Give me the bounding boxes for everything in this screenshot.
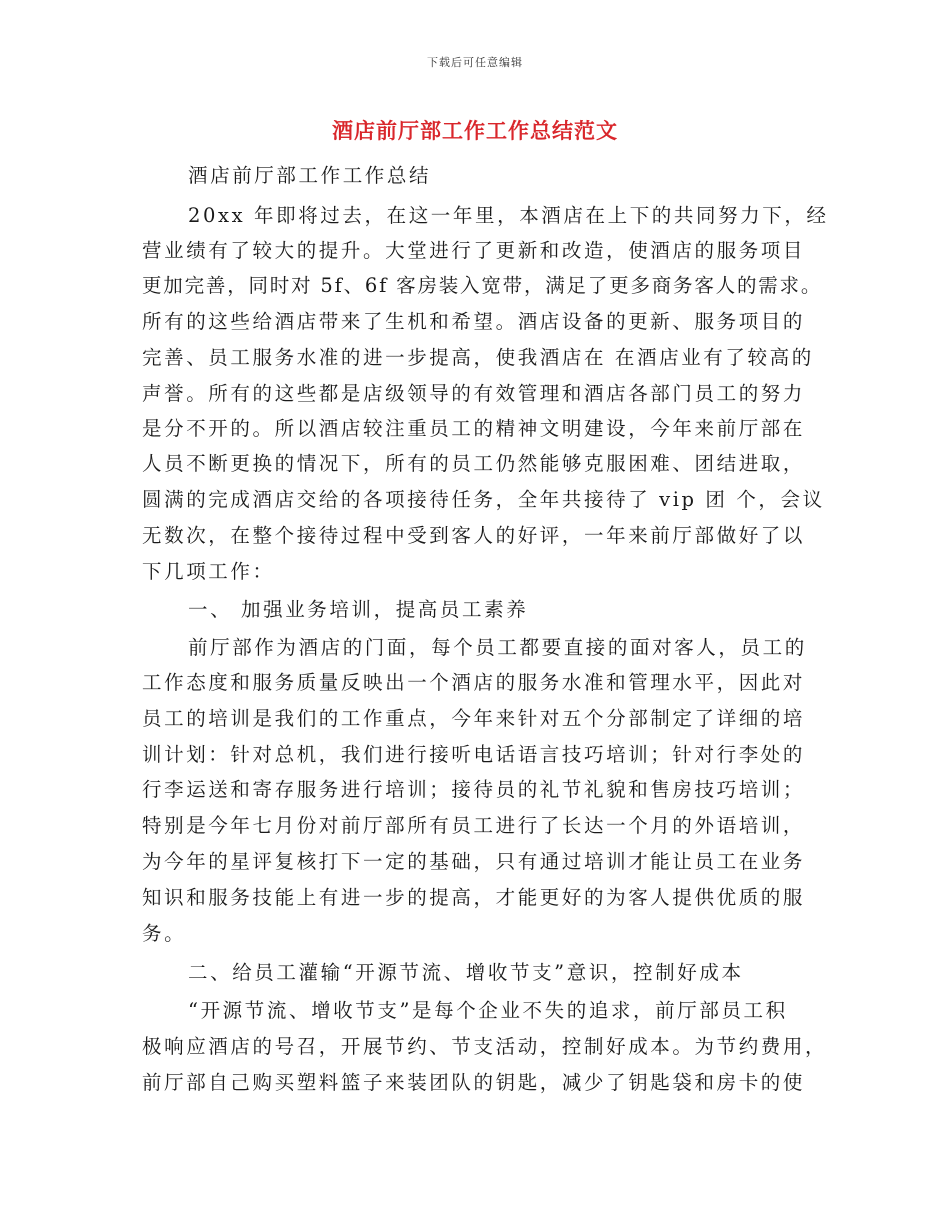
paragraph-line: 务。	[142, 922, 187, 945]
paragraph-line: 前厅部作为酒店的门面，每个员工都要直接的面对客人，员工的	[188, 636, 807, 659]
paragraph-line: 下几项工作：	[142, 560, 275, 583]
paragraph-line: 圆满的完成酒店交给的各项接待任务，全年共接待了 vip 团 个，会议	[142, 488, 825, 511]
paragraph-line: 行李运送和寄存服务进行培训；接待员的礼节礼貌和售房技巧培训；	[142, 778, 806, 801]
paragraph-line: 为今年的星评复核打下一定的基础，只有通过培训才能让员工在业务	[142, 850, 806, 873]
paragraph-line: 训计划：针对总机，我们进行接听电话语言技巧培训；针对行李处的	[142, 743, 806, 766]
section-heading: 二、给员工灌输“开源节流、增收节支”意识，控制好成本	[188, 961, 744, 984]
paragraph-line: 人员不断更换的情况下，所有的员工仍然能够克服困难、团结进取，	[142, 452, 806, 475]
paragraph-line: 营业绩有了较大的提升。大堂进行了更新和改造，使酒店的服务项目	[142, 239, 806, 262]
paragraph-line: 特别是今年七月份对前厅部所有员工进行了长达一个月的外语培训，	[142, 814, 806, 837]
paragraph-line: 所有的这些给酒店带来了生机和希望。酒店设备的更新、服务项目的	[142, 310, 806, 333]
paragraph-line: 知识和服务技能上有进一步的提高，才能更好的为客人提供优质的服	[142, 886, 806, 909]
paragraph-line: 20xx 年即将过去，在这一年里，本酒店在上下的共同努力下，经	[188, 204, 829, 227]
paragraph-line: “开源节流、增收节支”是每个企业不失的追求，前厅部员工积	[188, 999, 788, 1022]
paragraph-line: 完善、员工服务水准的进一步提高，使我酒店在 在酒店业有了较高的	[142, 346, 814, 369]
document-title: 酒店前厅部工作工作总结范文	[332, 118, 618, 143]
paragraph-line: 声誉。所有的这些都是店级领导的有效管理和酒店各部门员工的努力	[142, 382, 806, 405]
paragraph-line: 无数次，在整个接待过程中受到客人的好评，一年来前厅部做好了以	[142, 524, 806, 547]
paragraph-line: 工作态度和服务质量反映出一个酒店的服务水准和管理水平，因此对	[142, 671, 806, 694]
section-heading: 一、 加强业务培训，提高员工素养	[188, 598, 529, 621]
header-note: 下载后可任意编辑	[427, 56, 523, 69]
paragraph-line: 更加完善，同时对 5f、6f 客房装入宽带，满足了更多商务客人的需求。	[142, 274, 823, 297]
paragraph-line: 前厅部自己购买塑料篮子来装团队的钥匙，减少了钥匙袋和房卡的使	[142, 1071, 806, 1094]
paragraph-line: 酒店前厅部工作工作总结	[188, 164, 432, 187]
paragraph-line: 是分不开的。所以酒店较注重员工的精神文明建设，今年来前厅部在	[142, 417, 806, 440]
paragraph-line: 极响应酒店的号召，开展节约、节支活动，控制好成本。为节约费用，	[142, 1035, 828, 1058]
paragraph-line: 员工的培训是我们的工作重点，今年来针对五个分部制定了详细的培	[142, 707, 806, 730]
